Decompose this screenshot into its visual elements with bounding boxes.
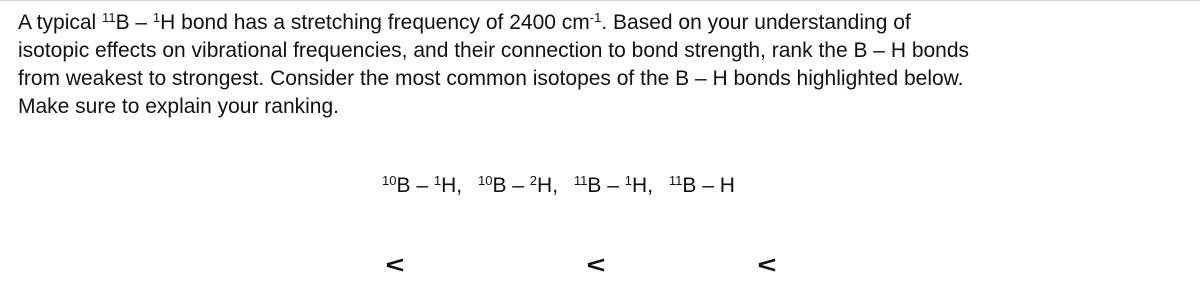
isotope-mass-1: 1 xyxy=(152,9,161,25)
bond-10b-1h: $^{10}$B – $^1$H, xyxy=(382,172,463,197)
top-border xyxy=(0,0,1200,1)
less-than-symbol-1: < xyxy=(385,252,405,279)
bond-list xyxy=(382,172,735,200)
isotope-mass-11: 11 xyxy=(102,9,116,25)
bond-11b-h: $^{11}$B – H xyxy=(668,172,735,197)
less-than-symbol-2: < xyxy=(586,252,606,279)
question-text xyxy=(18,9,1193,121)
bond-10b-2h: $^{10}$B – $^2$H, xyxy=(477,172,559,197)
bond-11b-1h: $^{11}$B – $^1$H, xyxy=(573,172,654,197)
less-than-symbol-3: < xyxy=(757,252,777,279)
unit-exponent: -1 xyxy=(589,9,602,25)
question-line-1: A typical $^{11}$B – $^1$H bond has a stretching frequency of 2400 $cm^{-1}$. Based on your understanding of xyxy=(18,9,911,34)
question-line-3: from weakest to strongest. Consider the most common isotopes of the B – H bonds highlighted below. xyxy=(18,67,964,90)
question-line-2: isotopic effects on vibrational frequencies, and their connection to bond strength, rank the B – H bonds xyxy=(18,39,970,62)
question-line-4: Make sure to explain your ranking. xyxy=(18,95,339,118)
